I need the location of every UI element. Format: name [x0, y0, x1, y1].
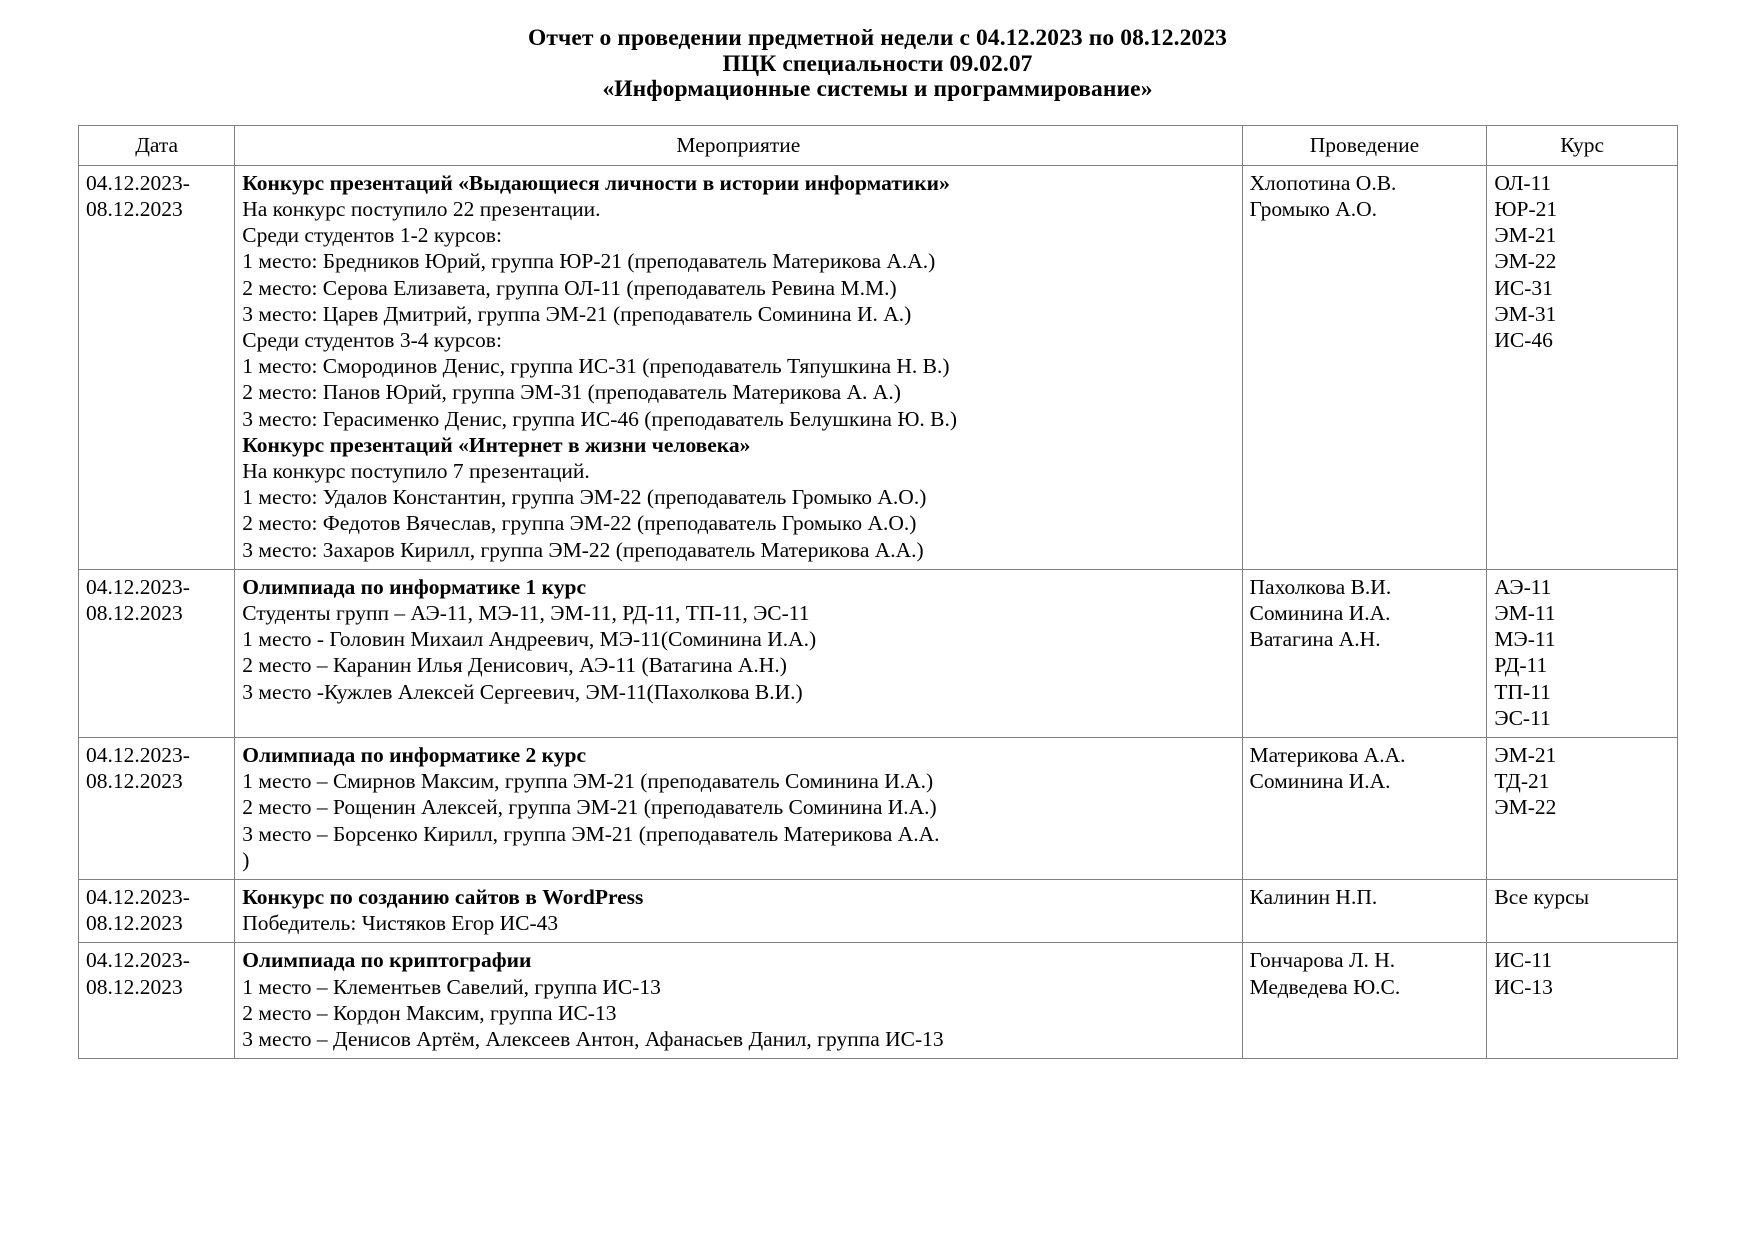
event-detail-line: 3 место: Герасименко Денис, группа ИС-46 (преподаватель Белушкина Ю. В.)	[242, 406, 958, 431]
event-detail-line: 1 место - Головин Михаил Андреевич, МЭ-11(Соминина И.А.)	[242, 627, 817, 652]
event-detail-line: 2 место – Рощенин Алексей, группа ЭМ-21 (преподаватель Соминина И.А.)	[242, 795, 937, 820]
event-detail-line: 1 место – Клементьев Савелий, группа ИС-13	[242, 974, 661, 999]
event-detail-line: 3 место: Захаров Кирилл, группа ЭМ-22 (преподаватель Материкова А.А.)	[242, 537, 924, 562]
event-detail-line: 2 место: Серова Елизавета, группа ОЛ-11 (преподаватель Ревина М.М.)	[242, 275, 897, 300]
column-header-event: Мероприятие	[235, 125, 1242, 165]
report-table	[78, 125, 1678, 1060]
event-title: Олимпиада по криптографии	[242, 948, 532, 973]
cell-course: ОЛ-11 ЮР-21 ЭМ-21 ЭМ-22 ИС-31 ЭМ-31 ИС-46	[1487, 165, 1678, 569]
event-detail-line: 3 место: Царев Дмитрий, группа ЭМ-21 (преподаватель Соминина И. А.)	[242, 301, 912, 326]
event-title: Конкурс презентаций «Выдающиеся личности в истории информатики»	[242, 170, 950, 195]
event-block	[242, 170, 1234, 432]
column-header-holding: Проведение	[1242, 125, 1487, 165]
column-header-date: Дата	[79, 125, 235, 165]
cell-event	[235, 879, 1242, 942]
cell-event	[235, 737, 1242, 879]
event-detail-line: 3 место -Кужлев Алексей Сергеевич, ЭМ-11(Пахолкова В.И.)	[242, 679, 803, 704]
table-row	[79, 569, 1678, 737]
event-detail-line: 1 место: Удалов Константин, группа ЭМ-22 (преподаватель Громыко А.О.)	[242, 485, 927, 510]
event-detail-line: Среди студентов 3-4 курсов:	[242, 327, 502, 352]
title-line-3: «Информационные системы и программирование»	[602, 76, 1153, 102]
event-detail-line: Победитель: Чистяков Егор ИС-43	[242, 911, 559, 936]
table-header-row	[79, 125, 1678, 165]
event-title: Олимпиада по информатике 2 курс	[242, 742, 586, 767]
event-detail-line: )	[242, 847, 250, 872]
cell-event	[235, 943, 1242, 1059]
cell-date: 04.12.2023- 08.12.2023	[79, 879, 235, 942]
event-title: Конкурс презентаций «Интернет в жизни человека»	[242, 432, 751, 457]
event-detail-line: 2 место: Федотов Вячеслав, группа ЭМ-22 (преподаватель Громыко А.О.)	[242, 511, 917, 536]
table-header	[79, 125, 1678, 165]
table-row	[79, 943, 1678, 1059]
cell-date: 04.12.2023- 08.12.2023	[79, 569, 235, 737]
table-row	[79, 165, 1678, 569]
column-header-course: Курс	[1487, 125, 1678, 165]
cell-date: 04.12.2023- 08.12.2023	[79, 165, 235, 569]
event-detail-line: На конкурс поступило 7 презентаций.	[242, 458, 590, 483]
cell-holding: Калинин Н.П.	[1242, 879, 1487, 942]
event-title: Конкурс по созданию сайтов в WordPress	[242, 884, 644, 909]
event-detail-line: 3 место – Борсенко Кирилл, группа ЭМ-21 (преподаватель Материкова А.А.	[242, 821, 940, 846]
event-block	[242, 574, 1234, 705]
cell-date: 04.12.2023- 08.12.2023	[79, 943, 235, 1059]
event-block	[242, 742, 1234, 873]
cell-course: АЭ-11 ЭМ-11 МЭ-11 РД-11 ТП-11 ЭС-11	[1487, 569, 1678, 737]
event-detail-line: 1 место – Смирнов Максим, группа ЭМ-21 (преподаватель Соминина И.А.)	[242, 769, 934, 794]
event-block	[242, 884, 1234, 936]
table-row	[79, 879, 1678, 942]
cell-course: ИС-11 ИС-13	[1487, 943, 1678, 1059]
event-detail-line: 2 место – Каранин Илья Денисович, АЭ-11 (Ватагина А.Н.)	[242, 653, 787, 678]
table-body	[79, 165, 1678, 1059]
cell-event	[235, 165, 1242, 569]
cell-holding: Материкова А.А. Соминина И.А.	[1242, 737, 1487, 879]
event-detail-line: 1 место: Смородинов Денис, группа ИС-31 (преподаватель Тяпушкина Н. В.)	[242, 354, 950, 379]
event-detail-line: 2 место – Кордон Максим, группа ИС-13	[242, 1000, 617, 1025]
event-detail-line: 1 место: Бредников Юрий, группа ЮР-21 (преподаватель Материкова А.А.)	[242, 249, 936, 274]
event-detail-line: На конкурс поступило 22 презентации.	[242, 196, 601, 221]
event-detail-line: 3 место – Денисов Артём, Алексеев Антон, Афанасьев Данил, группа ИС-13	[242, 1027, 944, 1051]
title-line-2: ПЦК специальности 09.02.07	[722, 50, 1033, 77]
title-line-1: Отчет о проведении предметной недели с 04.12.2023 по 08.12.2023	[528, 25, 1227, 51]
cell-holding: Гончарова Л. Н. Медведева Ю.С.	[1242, 943, 1487, 1059]
cell-event	[235, 569, 1242, 737]
document-title	[78, 26, 1677, 103]
cell-date: 04.12.2023- 08.12.2023	[79, 737, 235, 879]
event-title: Олимпиада по информатике 1 курс	[242, 574, 586, 599]
cell-holding: Пахолкова В.И. Соминина И.А. Ватагина А.Н.	[1242, 569, 1487, 737]
table-row	[79, 737, 1678, 879]
cell-course: ЭМ-21 ТД-21 ЭМ-22	[1487, 737, 1678, 879]
title-spacer	[78, 103, 1677, 125]
event-detail-line: Студенты групп – АЭ-11, МЭ-11, ЭМ-11, РД-11, ТП-11, ЭС-11	[242, 600, 810, 625]
event-detail-line: 2 место: Панов Юрий, группа ЭМ-31 (преподаватель Материкова А. А.)	[242, 380, 901, 405]
event-block	[242, 432, 1234, 563]
event-detail-line: Среди студентов 1-2 курсов:	[242, 223, 502, 248]
cell-holding: Хлопотина О.В. Громыко А.О.	[1242, 165, 1487, 569]
event-block	[242, 947, 1234, 1052]
cell-course: Все курсы	[1487, 879, 1678, 942]
